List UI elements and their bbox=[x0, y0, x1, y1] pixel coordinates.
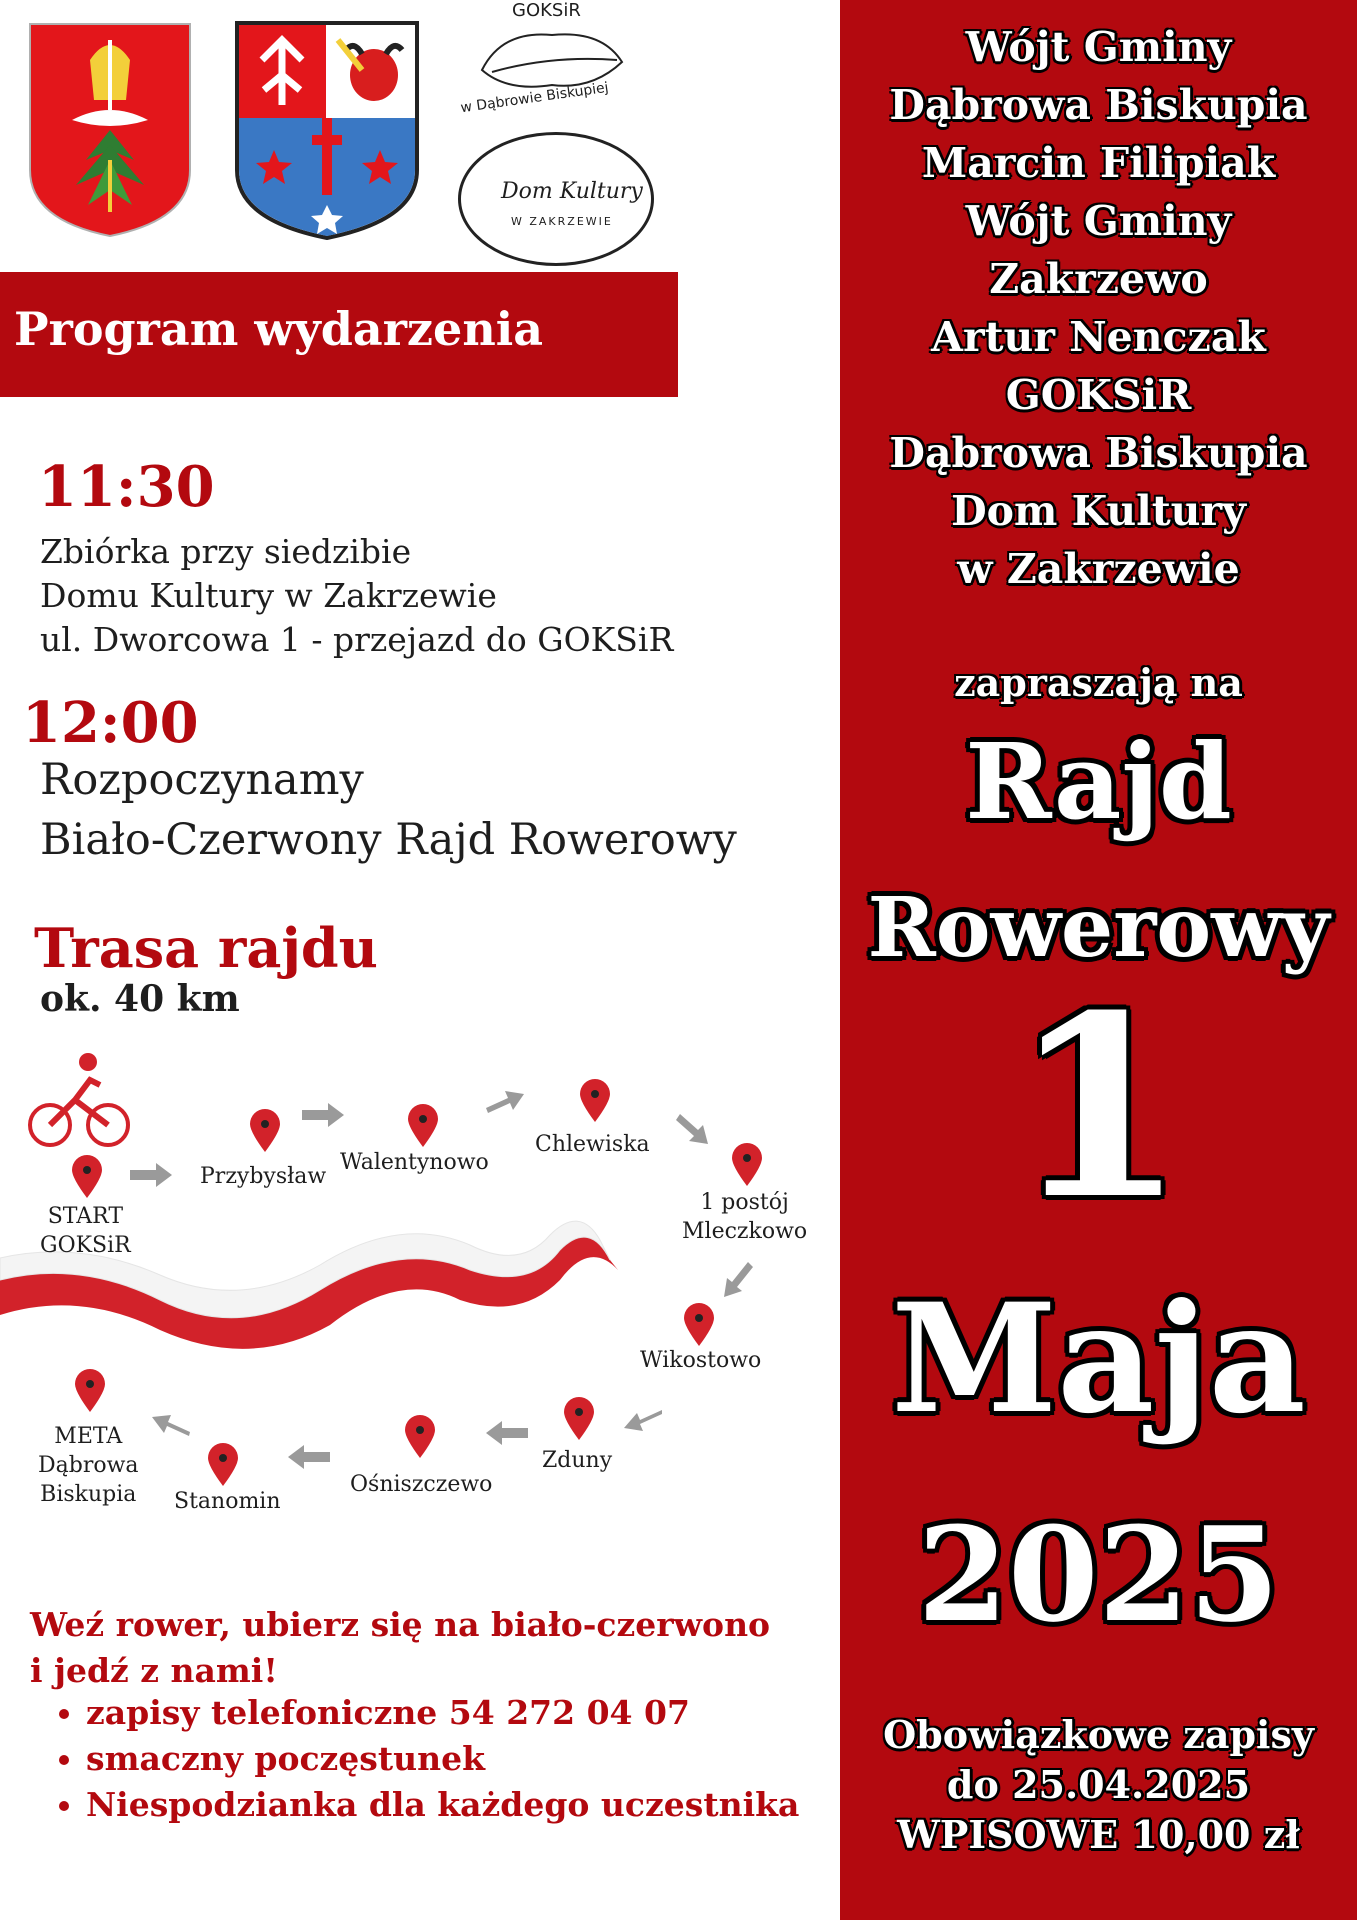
arrow-left-icon bbox=[624, 1410, 662, 1431]
pin-icon bbox=[405, 1415, 435, 1458]
route-title: Trasa rajdu bbox=[34, 916, 378, 980]
stop-stanomin: Stanomin bbox=[174, 1489, 281, 1514]
stop-start bbox=[40, 1202, 131, 1260]
description-line: Rozpoczynamy bbox=[40, 755, 364, 805]
stop-meta-line: Biskupia bbox=[40, 1482, 137, 1507]
invite-text: zapraszają na bbox=[954, 660, 1243, 705]
pin-icon bbox=[684, 1303, 714, 1346]
arrow-down-left-icon bbox=[724, 1262, 753, 1297]
time-1200-description bbox=[40, 750, 840, 870]
event-year: 2025 bbox=[917, 1498, 1280, 1651]
stop-postoj bbox=[682, 1188, 807, 1246]
stop-postoj-line: Mleczkowo bbox=[682, 1219, 808, 1244]
description-line: Domu Kultury w Zakrzewie bbox=[40, 576, 497, 615]
footer-bullets bbox=[38, 1690, 866, 1828]
organizer-line: Marcin Filipiak bbox=[921, 139, 1276, 187]
pin-icon bbox=[208, 1443, 238, 1486]
arrow-right-icon bbox=[486, 1091, 524, 1113]
organizer-line: Artur Nenczak bbox=[931, 313, 1266, 361]
footer-bullet: • zapisy telefoniczne 54 272 04 07 bbox=[86, 1690, 866, 1736]
stop-postoj-line: 1 postój bbox=[700, 1190, 789, 1215]
organizer-line: Wójt Gminy bbox=[965, 23, 1232, 71]
event-title-rowerowy: Rowerowy bbox=[867, 880, 1330, 976]
arrow-left-icon bbox=[486, 1421, 528, 1445]
organizer-line: Dąbrowa Biskupia bbox=[889, 429, 1308, 477]
footer-line: Weź rower, ubierz się na biało-czerwono bbox=[30, 1605, 771, 1644]
footer-bullet: • Niespodzianka dla każdego uczestnika bbox=[86, 1782, 866, 1828]
time-1130-description bbox=[40, 530, 760, 662]
registration-line: Obowiązkowe zapisy bbox=[883, 1712, 1314, 1757]
program-heading: Program wydarzenia bbox=[14, 302, 544, 356]
coat-of-arms-zakrzewo bbox=[234, 20, 420, 242]
pin-icon bbox=[72, 1155, 102, 1198]
dom-kultury-logo-title: Dom Kultury bbox=[501, 179, 643, 204]
registration-line: WPISOWE 10,00 zł bbox=[897, 1812, 1300, 1857]
organizer-line: Wójt Gminy bbox=[965, 197, 1232, 245]
pin-icon bbox=[580, 1079, 610, 1122]
footer-bullet: • smaczny poczęstunek bbox=[86, 1736, 866, 1782]
description-line: ul. Dworcowa 1 - przejazd do GOKSiR bbox=[40, 620, 674, 659]
footer-line: i jedź z nami! bbox=[30, 1651, 278, 1690]
time-1200: 12:00 bbox=[22, 690, 199, 756]
registration-line: do 25.04.2025 bbox=[946, 1762, 1251, 1807]
organizer-line: w Zakrzewie bbox=[957, 545, 1240, 593]
route-distance: ok. 40 km bbox=[40, 978, 240, 1020]
arrow-left-icon bbox=[288, 1445, 330, 1469]
organizer-line: Dąbrowa Biskupia bbox=[889, 81, 1308, 129]
pin-icon bbox=[564, 1397, 594, 1440]
stop-start-line: START bbox=[47, 1204, 123, 1229]
stop-meta-line: Dąbrowa bbox=[38, 1453, 139, 1478]
event-day: 1 bbox=[1011, 960, 1186, 1254]
goksir-logo bbox=[452, 0, 652, 120]
coat-of-arms-dabrowa bbox=[26, 20, 194, 240]
stop-meta bbox=[38, 1422, 139, 1509]
goksir-logo-text: GOKSiR bbox=[512, 0, 581, 21]
arrow-right-icon bbox=[302, 1103, 344, 1127]
time-1130: 11:30 bbox=[38, 454, 215, 520]
stop-wikostowo: Wikostowo bbox=[640, 1348, 762, 1373]
pin-icon bbox=[75, 1369, 105, 1412]
stop-meta-line: META bbox=[54, 1424, 123, 1449]
organizer-line: Dom Kultury bbox=[951, 487, 1246, 535]
organizer-line: Zakrzewo bbox=[989, 255, 1208, 303]
event-title-rajd: Rajd bbox=[965, 720, 1232, 843]
description-line: Biało-Czerwony Rajd Rowerowy bbox=[40, 815, 737, 865]
dom-kultury-logo bbox=[458, 132, 654, 266]
stop-przybyslaw: Przybysław bbox=[200, 1164, 327, 1189]
goksir-logo-subtext: w Dąbrowie Biskupiej bbox=[459, 79, 610, 117]
program-heading-bar bbox=[0, 272, 678, 397]
organizer-line: GOKSiR bbox=[1005, 371, 1192, 419]
arrow-right-icon bbox=[130, 1163, 172, 1187]
dom-kultury-logo-subtitle: W ZAKRZEWIE bbox=[511, 215, 613, 228]
route-map bbox=[0, 1040, 840, 1520]
arrow-down-right-icon bbox=[676, 1114, 708, 1144]
stop-walentynowo: Walentynowo bbox=[340, 1150, 489, 1175]
right-panel bbox=[840, 0, 1357, 1920]
footer-callout bbox=[30, 1602, 830, 1694]
pin-icon bbox=[408, 1104, 438, 1147]
pin-icon bbox=[250, 1109, 280, 1152]
pin-icon bbox=[732, 1143, 762, 1186]
stop-start-line: GOKSiR bbox=[40, 1233, 131, 1258]
stop-osniszczewo: Ośniszczewo bbox=[350, 1472, 493, 1497]
stop-chlewiska: Chlewiska bbox=[535, 1132, 650, 1157]
cyclist-icon bbox=[30, 1053, 128, 1145]
arrow-left-icon bbox=[152, 1415, 190, 1436]
event-month: Maja bbox=[891, 1271, 1306, 1447]
description-line: Zbiórka przy siedzibie bbox=[40, 532, 412, 571]
stop-zduny: Zduny bbox=[542, 1448, 613, 1473]
